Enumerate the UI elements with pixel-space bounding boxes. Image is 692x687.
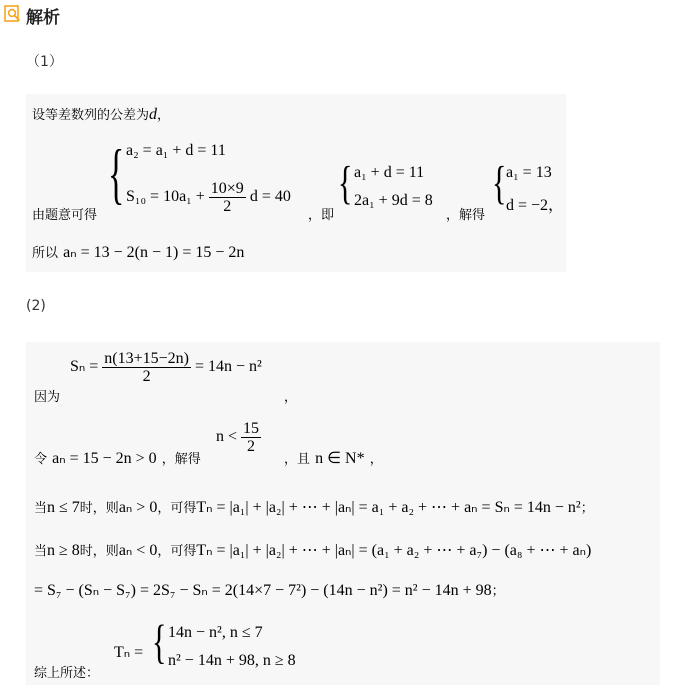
equation: aₙ = 15 − 2n > 0 bbox=[52, 450, 157, 467]
text-label: 所以 bbox=[32, 246, 59, 261]
equation: a₂ = a₁ + d = 11 bbox=[126, 142, 226, 159]
left-brace: { bbox=[108, 138, 125, 212]
punct: ； bbox=[580, 501, 594, 516]
text-line: 设等差数列的公差为 bbox=[32, 108, 150, 123]
equation-part: Sₙ = bbox=[70, 358, 99, 376]
fraction-numerator: 15 bbox=[243, 420, 260, 437]
text-label: 时，则 bbox=[79, 501, 119, 516]
condition: n ≤ 7 bbox=[47, 499, 80, 516]
punct: ， bbox=[157, 108, 171, 123]
punct: ， bbox=[548, 197, 565, 214]
fraction bbox=[209, 180, 246, 215]
equation: 2a₁ + 9d = 8 bbox=[354, 192, 433, 209]
equation-part: S₁₀ = 10a₁ + bbox=[126, 188, 205, 206]
section-title: 解析 bbox=[26, 8, 60, 28]
text-label: 由题意可得 bbox=[32, 208, 98, 223]
equation-part: = 14n − n² bbox=[195, 358, 262, 376]
text-label: ，可得 bbox=[157, 501, 197, 516]
math-var: d bbox=[149, 106, 158, 123]
equation: Tₙ = |a₁| + |a₂| + ⋯ + |aₙ| = a₁ + a₂ + ⋯ + aₙ = Sₙ = 14n − n² bbox=[196, 499, 581, 516]
equation-part: d = 40 bbox=[249, 188, 291, 206]
fraction-denominator: 2 bbox=[223, 198, 232, 215]
fraction-numerator: n(13+15−2n) bbox=[104, 350, 189, 367]
part-1-label: （1） bbox=[26, 54, 63, 70]
punct: ， bbox=[284, 390, 298, 405]
part-2-label: (2) bbox=[26, 298, 46, 314]
text-label: 因为 bbox=[34, 390, 61, 405]
text-label: 综上所述： bbox=[34, 666, 100, 681]
equation: d = −2 bbox=[506, 197, 549, 214]
fraction-denominator: 2 bbox=[247, 438, 256, 455]
text-label: ，且 bbox=[284, 452, 311, 467]
text-label: 当 bbox=[34, 544, 48, 559]
text-label: 令 bbox=[34, 452, 48, 467]
part-1-panel bbox=[26, 94, 566, 272]
left-brace: { bbox=[152, 616, 167, 669]
condition: n ≥ 8 bbox=[47, 542, 80, 559]
search-document-icon bbox=[4, 5, 21, 22]
equation: = S₇ − (Sₙ − S₇) = 2S₇ − Sₙ = 2(14×7 − 7²) − (14n − n²) = n² − 14n + 98 bbox=[34, 582, 492, 599]
piece-case: n² − 14n + 98, n ≥ 8 bbox=[168, 652, 296, 669]
left-brace: { bbox=[338, 158, 353, 210]
equation: aₙ > 0 bbox=[118, 499, 158, 516]
text-label: 当 bbox=[34, 501, 48, 516]
text-label: ，可得 bbox=[157, 544, 197, 559]
fraction-denominator: 2 bbox=[142, 368, 151, 385]
equation: Tₙ = |a₁| + |a₂| + ⋯ + |aₙ| = (a₁ + a₂ + ⋯ + a₇) − (a₈ + ⋯ + aₙ) bbox=[196, 542, 592, 559]
equation: a₁ + d = 11 bbox=[354, 164, 425, 181]
text-label: ，解得 bbox=[446, 208, 486, 223]
fraction-numerator: 10×9 bbox=[210, 180, 244, 197]
text-label: ，解得 bbox=[161, 452, 201, 467]
piece-case: 14n − n², n ≤ 7 bbox=[168, 624, 263, 641]
equation-part: n < bbox=[216, 428, 238, 446]
fraction bbox=[102, 350, 191, 385]
equation: a₁ = 13 bbox=[506, 164, 552, 181]
text-label: 时，则 bbox=[79, 544, 119, 559]
equation: aₙ < 0 bbox=[118, 542, 158, 559]
punct: ， bbox=[369, 452, 383, 467]
left-brace: { bbox=[492, 158, 507, 210]
equation: n ∈ N* bbox=[315, 450, 365, 467]
part-2-panel bbox=[26, 342, 660, 685]
punct: ； bbox=[491, 584, 505, 599]
fraction bbox=[241, 420, 261, 455]
equation-part: Tₙ = bbox=[114, 644, 144, 661]
text-label: ，即 bbox=[308, 208, 335, 223]
equation: aₙ = 13 − 2(n − 1) = 15 − 2n bbox=[63, 244, 245, 261]
